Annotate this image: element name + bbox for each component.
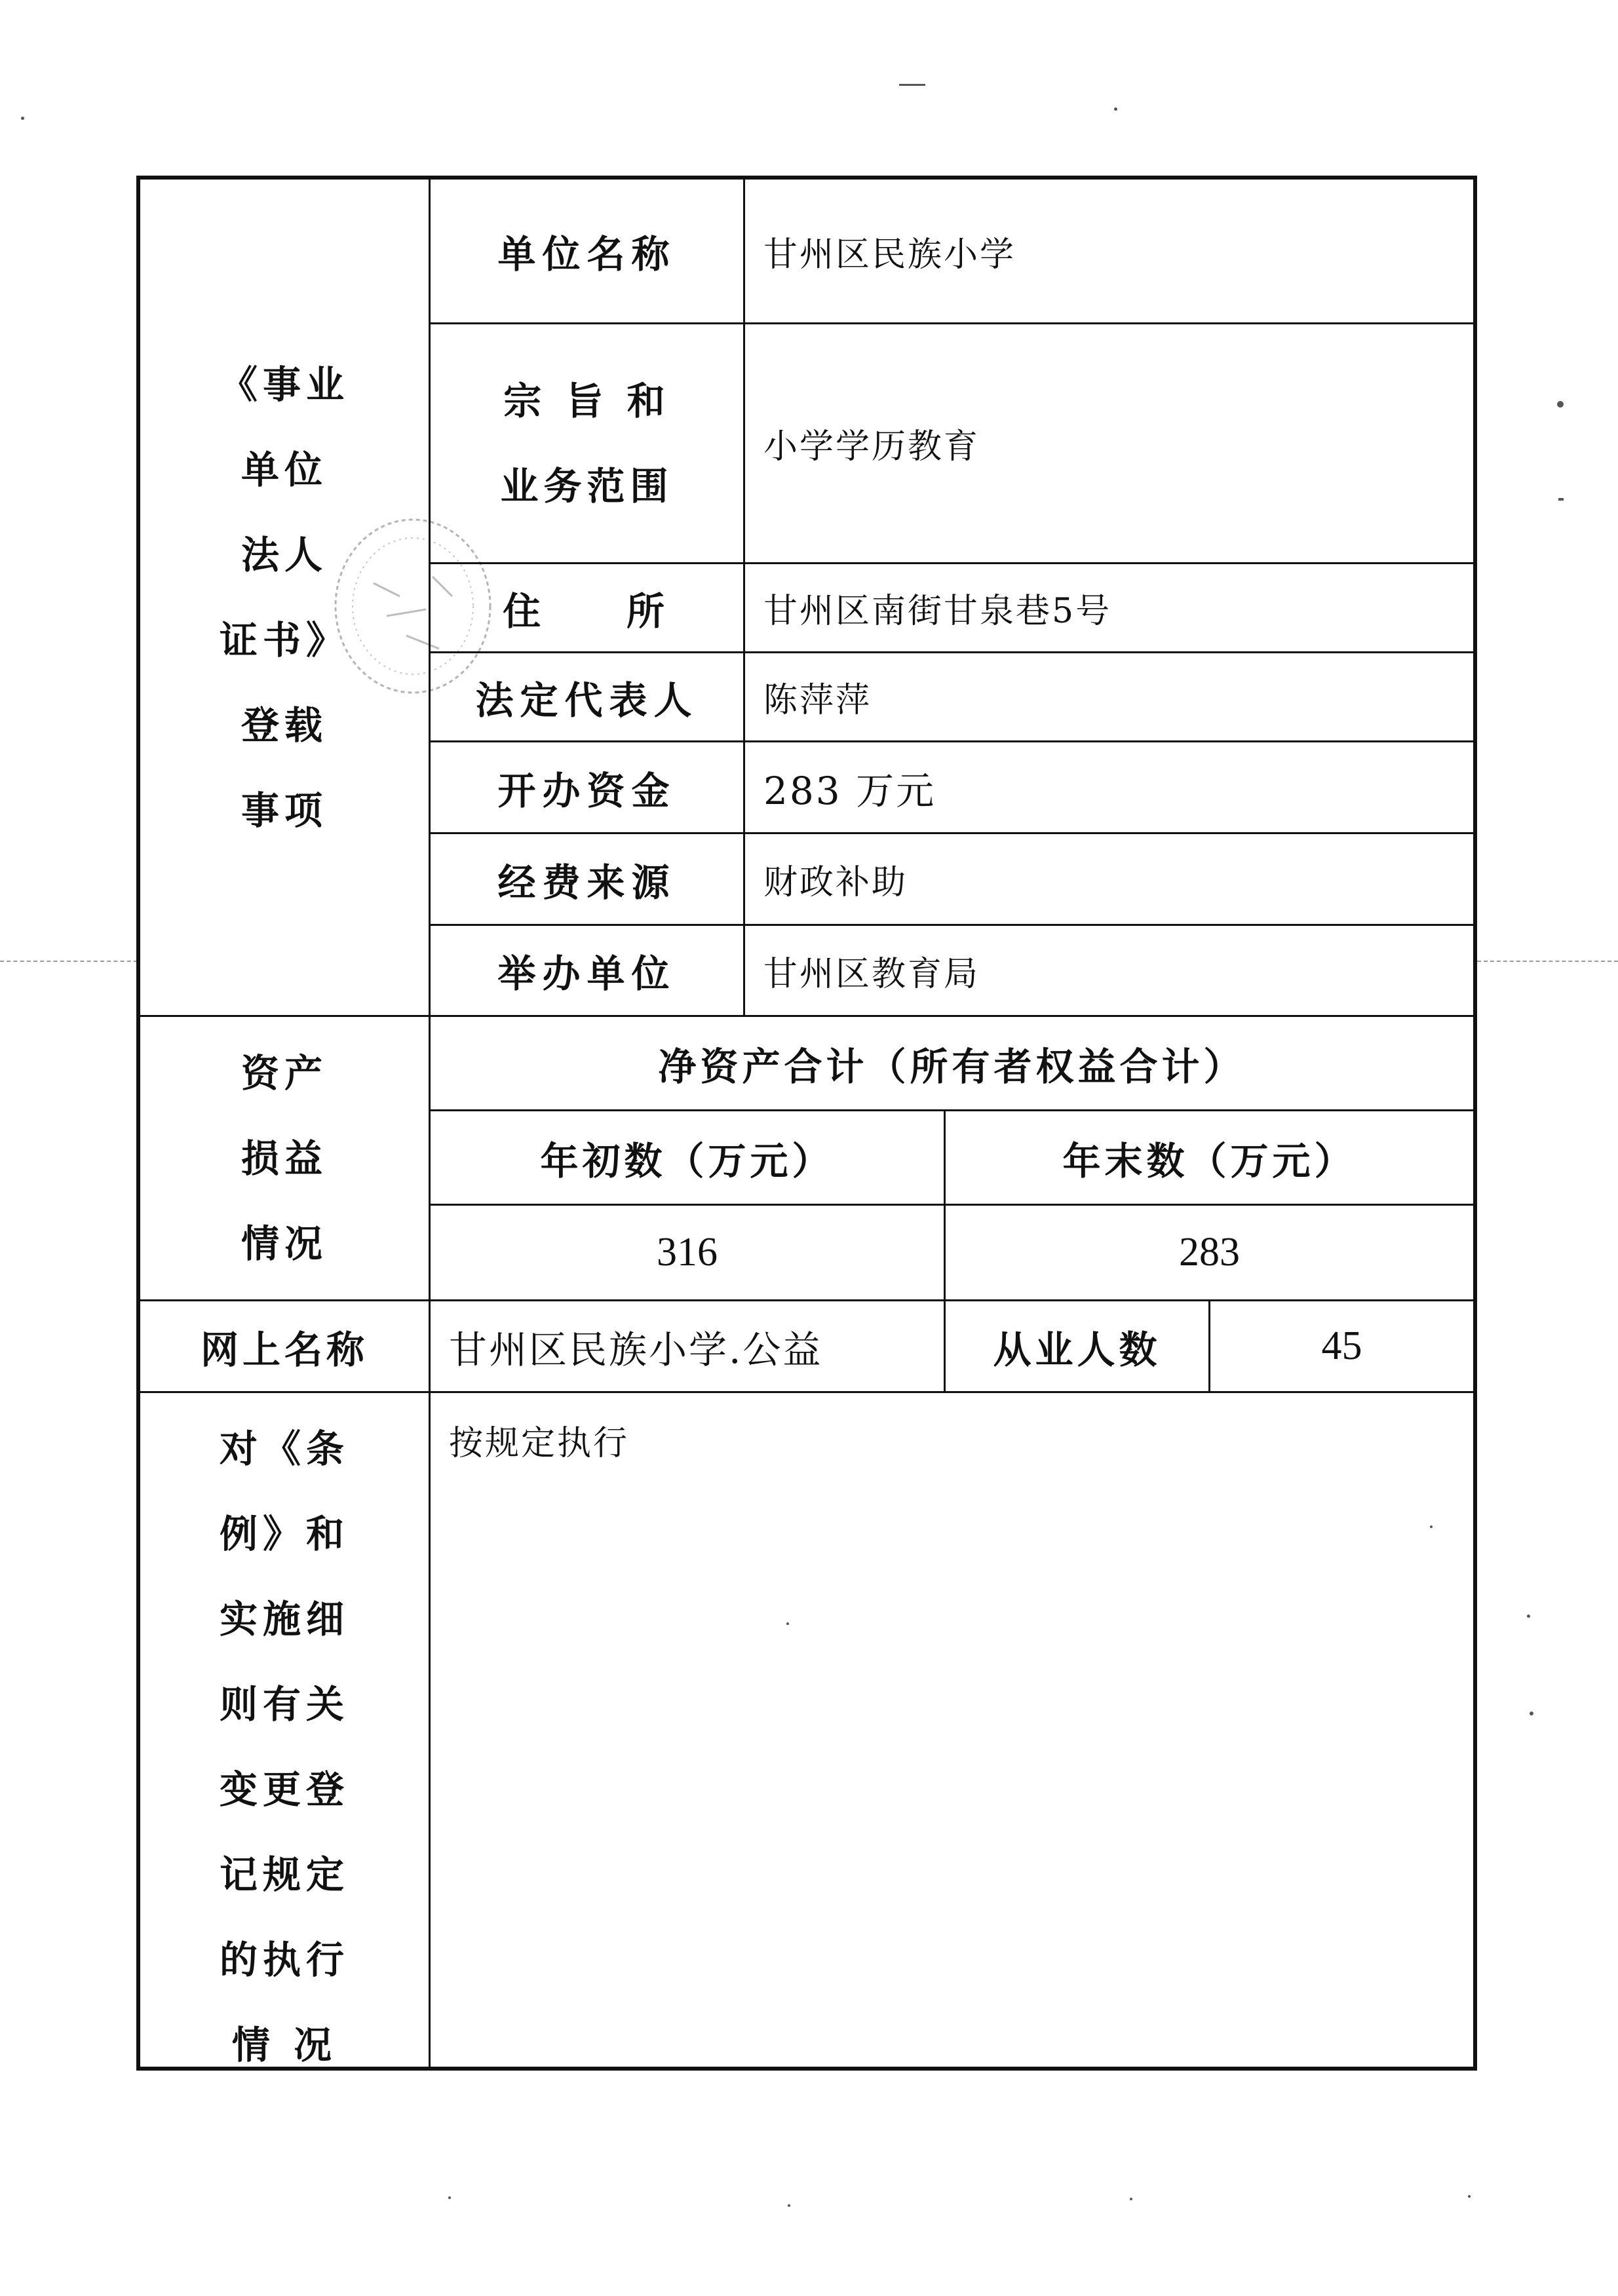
purpose-scope-value: 小学学历教育 — [743, 322, 1473, 562]
legal-representative-label: 法定代表人 — [429, 651, 743, 740]
assets-section-label-line: 情况 — [241, 1221, 328, 1266]
compliance-label-line: 则有关 — [219, 1682, 349, 1727]
staff-count-label: 从业人数 — [944, 1299, 1208, 1391]
unit-name-value: 甘州区民族小学 — [743, 180, 1473, 322]
scan-speck — [1527, 1615, 1530, 1618]
address-label: 住 所 — [429, 562, 743, 651]
purpose-scope-label-line: 宗 旨 和 — [503, 378, 670, 423]
sponsoring-unit-label: 举办单位 — [429, 924, 743, 1015]
scan-speck — [1130, 2198, 1132, 2200]
end-of-year-label: 年末数（万元） — [944, 1109, 1473, 1204]
assets-section-label — [140, 1015, 429, 1299]
purpose-scope-label — [429, 322, 743, 562]
funding-source-value: 财政补助 — [743, 832, 1473, 924]
scan-speck — [1557, 401, 1564, 408]
compliance-label-line: 记规定 — [219, 1852, 349, 1897]
sponsoring-unit-value: 甘州区教育局 — [743, 924, 1473, 1015]
compliance-value — [429, 1391, 1473, 2067]
assets-section-label-line: 损益 — [241, 1136, 328, 1181]
online-name-label: 网上名称 — [140, 1299, 429, 1391]
compliance-label-line: 例》和 — [219, 1512, 349, 1556]
staff-count-value: 45 — [1208, 1299, 1473, 1391]
start-of-year-value: 316 — [429, 1204, 944, 1299]
scan-speck — [448, 2196, 451, 2199]
compliance-label — [140, 1391, 429, 2067]
compliance-label-line: 的执行 — [219, 1938, 349, 1982]
unit-name-label: 单位名称 — [429, 180, 743, 322]
start-of-year-label: 年初数（万元） — [429, 1109, 944, 1204]
scan-speck — [788, 2204, 790, 2207]
assets-section-label-line: 资产 — [241, 1050, 328, 1096]
registration-form — [136, 176, 1477, 2071]
scan-speck — [1468, 2195, 1471, 2198]
purpose-scope-label-line: 业务范围 — [500, 463, 674, 508]
scan-speck — [899, 84, 925, 86]
registration-section-label-line: 《事业 — [219, 362, 349, 407]
scan-speck — [1558, 498, 1564, 501]
compliance-label-line: 情 况 — [231, 2023, 337, 2067]
registration-section-label-line: 证书》 — [219, 617, 349, 662]
compliance-label-line: 变更登 — [219, 1767, 349, 1812]
address-value: 甘州区南街甘泉巷5号 — [743, 562, 1473, 651]
fold-line-right — [1477, 961, 1618, 962]
registration-section-label-line: 登载 — [241, 702, 328, 748]
scan-speck — [1530, 1712, 1533, 1715]
compliance-label-line: 实施细 — [219, 1597, 349, 1641]
net-assets-header: 净资产合计（所有者权益合计） — [429, 1015, 1473, 1109]
registered-capital-value: 283 万元 — [743, 740, 1473, 832]
end-of-year-value: 283 — [944, 1204, 1473, 1299]
funding-source-label: 经费来源 — [429, 832, 743, 924]
compliance-value-text: 按规定执行 — [449, 1424, 630, 1463]
compliance-label-line: 对《条 — [219, 1426, 349, 1471]
scan-speck — [21, 117, 24, 120]
online-name-value: 甘州区民族小学.公益 — [429, 1299, 944, 1391]
registered-capital-label: 开办资金 — [429, 740, 743, 832]
registration-section-label-line: 法人 — [241, 532, 328, 577]
registration-section-label-line: 事项 — [241, 788, 328, 833]
scan-speck — [1114, 107, 1117, 111]
registration-section-label-line: 单位 — [241, 447, 328, 492]
legal-representative-value: 陈萍萍 — [743, 651, 1473, 740]
registration-section-label — [140, 180, 429, 1015]
fold-line-left — [0, 961, 138, 962]
